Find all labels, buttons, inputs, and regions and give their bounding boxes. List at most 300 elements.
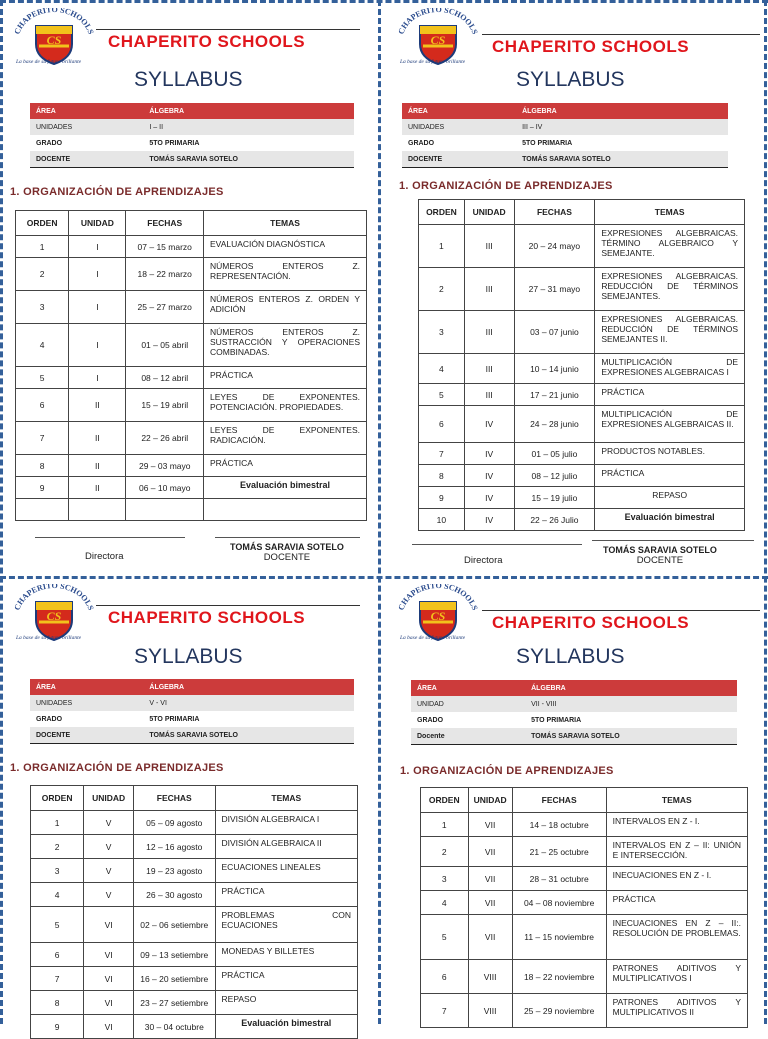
info-label: Docente — [411, 728, 525, 745]
table-row — [16, 455, 367, 477]
info-row — [30, 103, 354, 119]
table-row — [31, 991, 358, 1015]
info-value: I – II — [143, 119, 354, 135]
table-row — [419, 465, 745, 487]
cell-temas: Evaluación bimestral — [595, 509, 745, 531]
school-motto: La base de su futuro brillante — [400, 635, 466, 641]
cell-temas: INECUACIONES EN Z – II:. RESOLUCIÓN DE PROBLEMAS. — [606, 915, 747, 960]
cell-temas: DIVISIÓN ALGEBRAICA I — [215, 811, 357, 835]
cell-orden: 1 — [31, 811, 84, 835]
cell-temas: REPASO — [215, 991, 357, 1015]
column-header: FECHAS — [514, 200, 595, 225]
table-row — [16, 324, 367, 367]
info-label: DOCENTE — [402, 151, 516, 168]
column-header: FECHAS — [512, 788, 606, 813]
table-row — [31, 1015, 358, 1039]
info-label: ÁREA — [30, 679, 143, 695]
school-logo-1 — [12, 8, 96, 75]
info-row — [402, 135, 728, 151]
school-name: CHAPERITO SCHOOLS — [492, 37, 690, 56]
column-header: FECHAS — [126, 211, 204, 236]
table-row — [419, 487, 745, 509]
cell-fechas: 24 – 28 junio — [514, 406, 595, 443]
cell-orden: 9 — [31, 1015, 84, 1039]
cell-temas: PATRONES ADITIVOS Y MULTIPLICATIVOS II — [606, 994, 747, 1028]
logo-arc-text: CHAPERITO SCHOOLS — [396, 8, 480, 36]
cell-orden: 6 — [419, 406, 465, 443]
column-header: TEMAS — [204, 211, 367, 236]
cell-fechas: 25 – 27 marzo — [126, 291, 204, 324]
cell-fechas: 14 – 18 octubre — [512, 813, 606, 837]
table-row — [31, 811, 358, 835]
logo-monogram: CS — [430, 33, 446, 47]
table-row — [31, 943, 358, 967]
school-underline — [482, 610, 760, 611]
info-value: ÁLGEBRA — [143, 103, 354, 119]
table-row — [419, 406, 745, 443]
column-header: ORDEN — [419, 200, 465, 225]
cell-unidad: II — [69, 455, 126, 477]
info-table — [411, 680, 737, 745]
school-underline — [96, 29, 360, 30]
cell-temas: PRÁCTICA — [606, 891, 747, 915]
school-logo-4 — [396, 584, 480, 651]
cell-orden: 1 — [421, 813, 469, 837]
info-row — [30, 711, 354, 727]
cell-fechas: 08 – 12 abril — [126, 367, 204, 389]
cell-unidad: II — [69, 389, 126, 422]
info-label: GRADO — [30, 135, 143, 151]
cell-fechas: 17 – 21 junio — [514, 384, 595, 406]
cell-fechas: 30 – 04 octubre — [134, 1015, 216, 1039]
cell-temas: Evaluación bimestral — [204, 477, 367, 499]
info-table — [30, 679, 354, 744]
cell-unidad: VIII — [468, 960, 512, 994]
info-value: ÁLGEBRA — [516, 103, 728, 119]
cell-fechas: 23 – 27 setiembre — [134, 991, 216, 1015]
cell-fechas: 06 – 10 mayo — [126, 477, 204, 499]
cell-unidad: VII — [468, 915, 512, 960]
syllabus-title: SYLLABUS — [134, 645, 243, 668]
table-row — [421, 837, 748, 867]
info-label: GRADO — [402, 135, 516, 151]
signature-line-teacher — [215, 537, 360, 538]
cell-unidad: V — [84, 883, 134, 907]
cell-orden: 2 — [31, 835, 84, 859]
learning-organization-table — [15, 210, 367, 521]
info-table — [402, 103, 728, 168]
logo-monogram: CS — [46, 33, 62, 47]
info-label: UNIDADES — [402, 119, 516, 135]
cell-temas: EVALUACIÓN DIAGNÓSTICA — [204, 236, 367, 258]
cell-fechas: 22 – 26 abril — [126, 422, 204, 455]
cell-unidad: VIII — [468, 994, 512, 1028]
cell-unidad: IV — [464, 509, 514, 531]
info-value: VII - VIII — [525, 696, 737, 712]
learning-organization-table — [420, 787, 748, 1028]
cell-temas: EXPRESIONES ALGEBRAICAS. TÉRMINO ALGEBRAICO Y SEMEJANTE. — [595, 225, 745, 268]
school-name: CHAPERITO SCHOOLS — [492, 613, 690, 632]
info-row — [411, 712, 737, 728]
cell-temas: NÚMEROS ENTEROS Z. SUSTRACCIÓN Y OPERACIONES COMBINADAS. — [204, 324, 367, 367]
cell-temas: INECUACIONES EN Z - I. — [606, 867, 747, 891]
cell-temas: LEYES DE EXPONENTES. POTENCIACIÓN. PROPIEDADES. — [204, 389, 367, 422]
table-row — [421, 867, 748, 891]
cell-orden: 3 — [421, 867, 469, 891]
info-row — [30, 119, 354, 135]
school-motto: La base de su futuro brillante — [400, 59, 466, 65]
cut-line-left — [0, 0, 3, 1024]
cell-unidad: VI — [84, 1015, 134, 1039]
info-value: TOMÁS SARAVIA SOTELO — [143, 151, 354, 168]
info-row — [411, 680, 737, 696]
cell-fechas: 12 – 16 agosto — [134, 835, 216, 859]
cell-fechas: 01 – 05 julio — [514, 443, 595, 465]
info-row — [30, 727, 354, 744]
info-row — [30, 151, 354, 168]
cell-temas: PRÁCTICA — [595, 465, 745, 487]
info-label: ÁREA — [411, 680, 525, 696]
cell-unidad: V — [84, 859, 134, 883]
cut-line-middle — [0, 576, 768, 579]
cell-temas: PRÁCTICA — [215, 967, 357, 991]
cell-orden: 3 — [31, 859, 84, 883]
cell-orden: 8 — [16, 455, 69, 477]
cell-unidad: VII — [468, 837, 512, 867]
school-logo-3 — [12, 584, 96, 651]
cell-orden: 4 — [421, 891, 469, 915]
column-header: ORDEN — [31, 786, 84, 811]
column-header: FECHAS — [134, 786, 216, 811]
school-motto: La base de su futuro brillante — [16, 635, 82, 641]
signature-line-teacher — [592, 540, 754, 541]
info-value: TOMÁS SARAVIA SOTELO — [516, 151, 728, 168]
table-row — [419, 225, 745, 268]
cell-temas: PRODUCTOS NOTABLES. — [595, 443, 745, 465]
logo-arc-text: CHAPERITO SCHOOLS — [396, 584, 480, 612]
cell-fechas: 01 – 05 abril — [126, 324, 204, 367]
cell-orden: 4 — [419, 354, 465, 384]
cell-temas: EXPRESIONES ALGEBRAICAS. REDUCCIÓN DE TÉRMINOS SEMEJANTES. — [595, 268, 745, 311]
cell-orden: 8 — [31, 991, 84, 1015]
cell-temas: PRÁCTICA — [595, 384, 745, 406]
table-row — [419, 509, 745, 531]
info-label: ÁREA — [30, 103, 143, 119]
cell-unidad: III — [464, 311, 514, 354]
section-title: 1. ORGANIZACIÓN DE APRENDIZAJES — [399, 180, 613, 192]
syllabus-title: SYLLABUS — [516, 68, 625, 91]
info-row — [411, 696, 737, 712]
cell-orden: 7 — [419, 443, 465, 465]
logo-arc-text: CHAPERITO SCHOOLS — [12, 8, 96, 36]
cell-fechas: 10 – 14 junio — [514, 354, 595, 384]
cell-orden: 6 — [421, 960, 469, 994]
cell-unidad: VI — [84, 991, 134, 1015]
table-row — [419, 268, 745, 311]
cell-orden: 8 — [419, 465, 465, 487]
table-row — [419, 384, 745, 406]
table-row — [16, 389, 367, 422]
table-row — [421, 813, 748, 837]
cell-fechas: 29 – 03 mayo — [126, 455, 204, 477]
cell-unidad: III — [464, 225, 514, 268]
info-value: TOMÁS SARAVIA SOTELO — [143, 727, 354, 744]
table-row — [31, 859, 358, 883]
cell-temas: DIVISIÓN ALGEBRAICA II — [215, 835, 357, 859]
cell-orden: 6 — [16, 389, 69, 422]
cell-temas: MULTIPLICACIÓN DE EXPRESIONES ALGEBRAICAS II. — [595, 406, 745, 443]
info-row — [30, 135, 354, 151]
table-row — [419, 443, 745, 465]
info-label: UNIDADES — [30, 695, 143, 711]
cell-fechas: 09 – 13 setiembre — [134, 943, 216, 967]
cell-fechas: 22 – 26 Julio — [514, 509, 595, 531]
cell-unidad: I — [69, 291, 126, 324]
table-header-row — [421, 788, 748, 813]
cell-orden: 4 — [31, 883, 84, 907]
signature-teacher-role: DOCENTE — [636, 555, 684, 566]
info-value: V - VI — [143, 695, 354, 711]
info-label: DOCENTE — [30, 151, 143, 168]
info-value: ÁLGEBRA — [525, 680, 737, 696]
table-row — [421, 915, 748, 960]
table-row — [16, 422, 367, 455]
cell-unidad — [69, 499, 126, 521]
cell-orden: 2 — [16, 258, 69, 291]
table-row — [31, 835, 358, 859]
cell-orden: 1 — [16, 236, 69, 258]
cell-fechas: 05 – 09 agosto — [134, 811, 216, 835]
cell-fechas: 20 – 24 mayo — [514, 225, 595, 268]
column-header: UNIDAD — [464, 200, 514, 225]
cell-fechas: 16 – 20 setiembre — [134, 967, 216, 991]
info-value: ÁLGEBRA — [143, 679, 354, 695]
learning-organization-table — [418, 199, 745, 531]
cell-fechas: 25 – 29 noviembre — [512, 994, 606, 1028]
syllabus-title: SYLLABUS — [516, 645, 625, 668]
cell-unidad: I — [69, 258, 126, 291]
syllabus-title: SYLLABUS — [134, 68, 243, 91]
cell-temas: NÚMEROS ENTEROS Z. REPRESENTACIÓN. — [204, 258, 367, 291]
school-motto: La base de su futuro brillante — [16, 59, 82, 65]
logo-arc-text: CHAPERITO SCHOOLS — [12, 584, 96, 612]
cell-orden: 5 — [31, 907, 84, 943]
cell-fechas: 03 – 07 junio — [514, 311, 595, 354]
school-name: CHAPERITO SCHOOLS — [108, 608, 306, 627]
cell-temas: Evaluación bimestral — [215, 1015, 357, 1039]
cell-unidad: VII — [468, 891, 512, 915]
table-row — [421, 891, 748, 915]
table-row — [31, 883, 358, 907]
column-header: TEMAS — [215, 786, 357, 811]
cell-orden: 10 — [419, 509, 465, 531]
cell-unidad: III — [464, 268, 514, 311]
cell-unidad: I — [69, 367, 126, 389]
cell-unidad: V — [84, 811, 134, 835]
cut-line-top — [0, 0, 768, 3]
school-logo-2 — [396, 8, 480, 75]
cell-temas: PRÁCTICA — [204, 455, 367, 477]
table-header-row — [16, 211, 367, 236]
info-label: UNIDAD — [411, 696, 525, 712]
cell-unidad: IV — [464, 406, 514, 443]
info-row — [402, 151, 728, 168]
cell-orden: 7 — [16, 422, 69, 455]
cell-fechas: 15 – 19 julio — [514, 487, 595, 509]
column-header: TEMAS — [606, 788, 747, 813]
table-header-row — [419, 200, 745, 225]
info-value: 5TO PRIMARIA — [143, 135, 354, 151]
section-title: 1. ORGANIZACIÓN DE APRENDIZAJES — [10, 186, 224, 198]
cell-temas: PATRONES ADITIVOS Y MULTIPLICATIVOS I — [606, 960, 747, 994]
cell-fechas: 21 – 25 octubre — [512, 837, 606, 867]
table-row — [16, 367, 367, 389]
signature-teacher-name: TOMÁS SARAVIA SOTELO — [603, 545, 717, 555]
cell-fechas: 02 – 06 setiembre — [134, 907, 216, 943]
cell-unidad: III — [464, 354, 514, 384]
cell-temas — [204, 499, 367, 521]
school-underline — [96, 605, 360, 606]
cell-unidad: VII — [468, 867, 512, 891]
cell-orden — [16, 499, 69, 521]
cell-orden: 2 — [421, 837, 469, 867]
cell-orden: 4 — [16, 324, 69, 367]
info-value: III – IV — [516, 119, 728, 135]
cell-orden: 5 — [16, 367, 69, 389]
table-row — [31, 967, 358, 991]
cell-unidad: III — [464, 384, 514, 406]
logo-monogram: CS — [430, 609, 446, 623]
cell-orden: 9 — [16, 477, 69, 499]
cell-unidad: VII — [468, 813, 512, 837]
table-header-row — [31, 786, 358, 811]
cell-fechas: 28 – 31 octubre — [512, 867, 606, 891]
table-row — [16, 291, 367, 324]
cell-orden: 5 — [419, 384, 465, 406]
info-value: TOMÁS SARAVIA SOTELO — [525, 728, 737, 745]
table-row — [419, 354, 745, 384]
logo-monogram: CS — [46, 609, 62, 623]
cell-unidad: II — [69, 477, 126, 499]
cell-temas: NÚMEROS ENTEROS Z. ORDEN Y ADICIÓN — [204, 291, 367, 324]
cell-orden: 1 — [419, 225, 465, 268]
info-value: 5TO PRIMARIA — [516, 135, 728, 151]
cell-unidad: I — [69, 324, 126, 367]
cell-temas: PRÁCTICA — [204, 367, 367, 389]
signature-teacher-role: DOCENTE — [263, 552, 311, 563]
cell-temas: PROBLEMAS CON ECUACIONES — [215, 907, 357, 943]
cell-fechas: 18 – 22 marzo — [126, 258, 204, 291]
cell-unidad: VI — [84, 907, 134, 943]
cell-fechas: 18 – 22 noviembre — [512, 960, 606, 994]
info-value: 5TO PRIMARIA — [525, 712, 737, 728]
cell-temas: INTERVALOS EN Z – II: UNIÓN E INTERSECCIÓN. — [606, 837, 747, 867]
cell-temas: LEYES DE EXPONENTES. RADICACIÓN. — [204, 422, 367, 455]
cell-fechas: 07 – 15 marzo — [126, 236, 204, 258]
table-row — [16, 499, 367, 521]
column-header: TEMAS — [595, 200, 745, 225]
cell-unidad: V — [84, 835, 134, 859]
column-header: UNIDAD — [468, 788, 512, 813]
column-header: ORDEN — [421, 788, 469, 813]
info-row — [411, 728, 737, 745]
info-row — [402, 119, 728, 135]
column-header: ORDEN — [16, 211, 69, 236]
info-label: DOCENTE — [30, 727, 143, 744]
cell-unidad: IV — [464, 443, 514, 465]
info-table — [30, 103, 354, 168]
table-row — [16, 258, 367, 291]
section-title: 1. ORGANIZACIÓN DE APRENDIZAJES — [400, 765, 614, 777]
cut-line-center — [378, 0, 381, 1024]
table-row — [16, 477, 367, 499]
cell-orden: 9 — [419, 487, 465, 509]
cell-fechas: 11 – 15 noviembre — [512, 915, 606, 960]
cell-fechas: 08 – 12 julio — [514, 465, 595, 487]
cell-temas: INTERVALOS EN Z - I. — [606, 813, 747, 837]
cell-temas: EXPRESIONES ALGEBRAICAS. REDUCCIÓN DE TÉRMINOS SEMEJANTES II. — [595, 311, 745, 354]
table-row — [421, 960, 748, 994]
cell-temas: MONEDAS Y BILLETES — [215, 943, 357, 967]
table-row — [421, 994, 748, 1028]
cell-temas: PRÁCTICA — [215, 883, 357, 907]
school-name: CHAPERITO SCHOOLS — [108, 32, 306, 51]
signature-teacher — [603, 545, 717, 566]
cell-temas: ECUACIONES LINEALES — [215, 859, 357, 883]
info-row — [30, 695, 354, 711]
cell-fechas: 15 – 19 abril — [126, 389, 204, 422]
info-row — [30, 679, 354, 695]
table-row — [419, 311, 745, 354]
cell-unidad: IV — [464, 487, 514, 509]
learning-organization-table — [30, 785, 358, 1039]
cut-line-right — [764, 0, 767, 1024]
school-underline — [482, 34, 760, 35]
cell-orden: 6 — [31, 943, 84, 967]
column-header: UNIDAD — [69, 211, 126, 236]
cell-fechas: 27 – 31 mayo — [514, 268, 595, 311]
info-label: GRADO — [30, 711, 143, 727]
cell-unidad: II — [69, 422, 126, 455]
cell-fechas: 19 – 23 agosto — [134, 859, 216, 883]
info-label: GRADO — [411, 712, 525, 728]
info-label: ÁREA — [402, 103, 516, 119]
signature-line-director — [412, 544, 582, 545]
column-header: UNIDAD — [84, 786, 134, 811]
signature-director-label: Directora — [85, 551, 124, 562]
cell-orden: 7 — [31, 967, 84, 991]
cell-orden: 2 — [419, 268, 465, 311]
signature-teacher-name: TOMÁS SARAVIA SOTELO — [230, 542, 344, 552]
cell-orden: 3 — [16, 291, 69, 324]
table-row — [16, 236, 367, 258]
signature-line-director — [35, 537, 185, 538]
cell-unidad: VI — [84, 943, 134, 967]
cell-unidad: I — [69, 236, 126, 258]
cell-unidad: IV — [464, 465, 514, 487]
info-label: UNIDADES — [30, 119, 143, 135]
cell-fechas: 26 – 30 agosto — [134, 883, 216, 907]
signature-teacher — [230, 542, 344, 563]
cell-unidad: VI — [84, 967, 134, 991]
cell-orden: 5 — [421, 915, 469, 960]
cell-orden: 3 — [419, 311, 465, 354]
section-title: 1. ORGANIZACIÓN DE APRENDIZAJES — [10, 762, 224, 774]
info-row — [402, 103, 728, 119]
cell-orden: 7 — [421, 994, 469, 1028]
cell-temas: MULTIPLICACIÓN DE EXPRESIONES ALGEBRAICAS I — [595, 354, 745, 384]
table-row — [31, 907, 358, 943]
